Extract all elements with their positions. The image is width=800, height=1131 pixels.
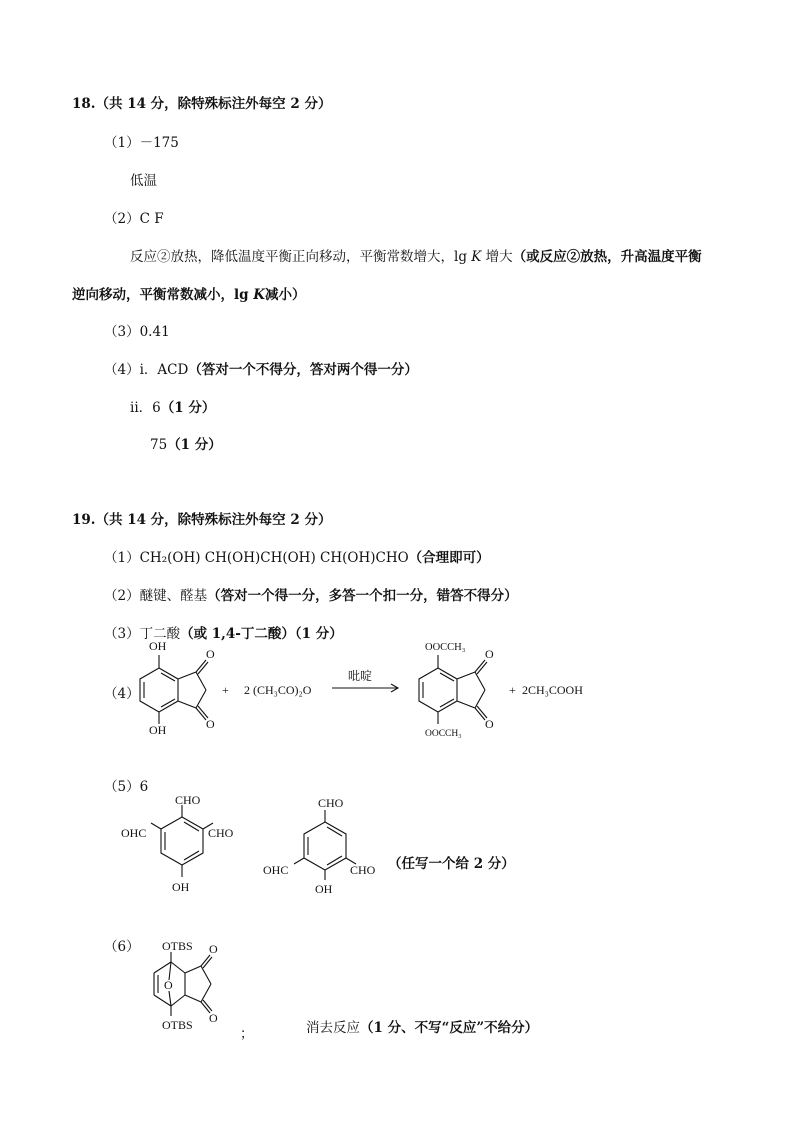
q18-a2-exp-alt-k: K [253,287,266,303]
q19-a5-s2-oh: OH [315,882,333,896]
q19-a4-byproduct: 2CH₃COOH [522,683,583,697]
q19-a3-value: 丁二酸 [139,626,181,642]
q18-a2-label: （2） [104,211,140,227]
q19-a6-label: （6） [104,939,140,955]
q18-a2-exp-text: 反应②放热，降低温度平衡正向移动，平衡常数增大，lg [130,249,467,265]
q18-a4iii-note: （1 分） [167,437,222,453]
q19-a1-note: （合理即可） [408,550,490,566]
q19-a3-note: （或 1,4-丁二酸）（1 分） [180,626,343,642]
q18-a2-exp-alt-decrease: 减小） [265,287,306,303]
q18-a2-exp-k: K [471,249,482,265]
q18-score-note: （共 14 分，除特殊标注外每空 2 分） [95,96,332,112]
q19-a5-value: 6 [139,779,149,795]
q19-a5-s1-cho-top: CHO [175,793,201,807]
q18-a3-label: （3） [104,324,140,340]
q19-score-note: （共 14 分，除特殊标注外每空 2 分） [95,512,332,528]
q19-answer-6 [306,1016,538,1036]
q18-a2-value: C F [139,211,164,227]
q19-a2-label: （2） [104,588,140,604]
q18-a4i-value: i．ACD [139,362,189,378]
q19-a1-label: （1） [104,550,140,566]
q18-number: 18. [72,96,96,112]
q19-a6-o-bridge: O [164,978,173,992]
q19-a6-value: 消去反应 [306,1020,360,1036]
q18-a4ii-value: ii．6 [130,400,161,416]
q19-a4-reactant-o1: O [206,647,215,661]
q18-a4-label: （4） [104,362,140,378]
q19-a4-reactant-o2: O [206,717,215,731]
q19-a2-value: 醚键、醛基 [139,588,208,604]
q19-a4-product-o2: O [485,717,494,731]
q19-a4-label: （4） [104,686,140,702]
q19-a5-s2-cho-top: CHO [318,796,344,810]
q18-a4i-note: （答对一个不得分，答对两个得一分） [188,362,418,378]
q18-a2-exp-alt-text: 逆向移动，平衡常数减小，lg [72,287,249,303]
q18-a1-value: －175 [139,135,179,151]
q19-a4-product-o1: O [485,647,494,661]
q19-a5-s1-cho-right: CHO [208,826,234,840]
q19-a4-product-ester-bottom: OOCCH₃ [425,729,462,739]
q19-a4-reactant-oh-bottom: OH [149,723,167,737]
q19-a4-reactant-oh-top: OH [149,639,167,653]
q19-a5-s1-ohc-left: OHC [121,826,147,840]
q18-a3-value: 0.41 [139,324,170,340]
q19-a5-s1-oh: OH [172,880,190,894]
q19-a4-plus: + [222,683,229,697]
q18-a2-exp-alt: （或反应②放热，升高温度平衡 [512,249,702,265]
q19-a5-s2-ohc-left: OHC [263,863,289,877]
q19-a2-note: （答对一个得一分，多答一个扣一分，错答不得分） [207,588,518,604]
q19-a4-condition: 吡啶 [348,669,373,683]
q18-a4iii-value: 75 [150,437,168,453]
q19-a1-value: CH₂(OH) CH(OH)CH(OH) CH(OH)CHO [139,550,409,566]
q18-a1-condition: 低温 [130,173,157,189]
q19-a4-product-ester-top: OOCCH₃ [425,642,466,653]
q18-a4ii-note: （1 分） [160,400,216,416]
q19-a5-s2-cho-right: CHO [350,863,376,877]
q19-a5-label: （5） [104,779,140,795]
q19-a6-o-ketone-1: O [209,942,218,956]
q19-a6-o-ketone-2: O [209,1011,218,1025]
q19-a6-otbs-top: OTBS [162,939,193,953]
q19-a4-reagent: 2 (CH₃CO)₂O [244,683,312,697]
q18-a2-exp-increase: 增大 [485,249,513,265]
q19-a6-note: （1 分、不写“反应”不给分） [360,1020,539,1036]
q19-a4-plus-2: + [509,683,516,697]
q19-a6-semicolon: ； [240,1026,254,1042]
q19-number: 19. [72,512,96,528]
q18-a1-label: （1） [104,135,140,151]
q19-a5-note: （任写一个给 2 分） [388,856,515,872]
q19-a3-label: （3） [104,626,140,642]
q19-a6-otbs-bottom: OTBS [162,1018,193,1032]
